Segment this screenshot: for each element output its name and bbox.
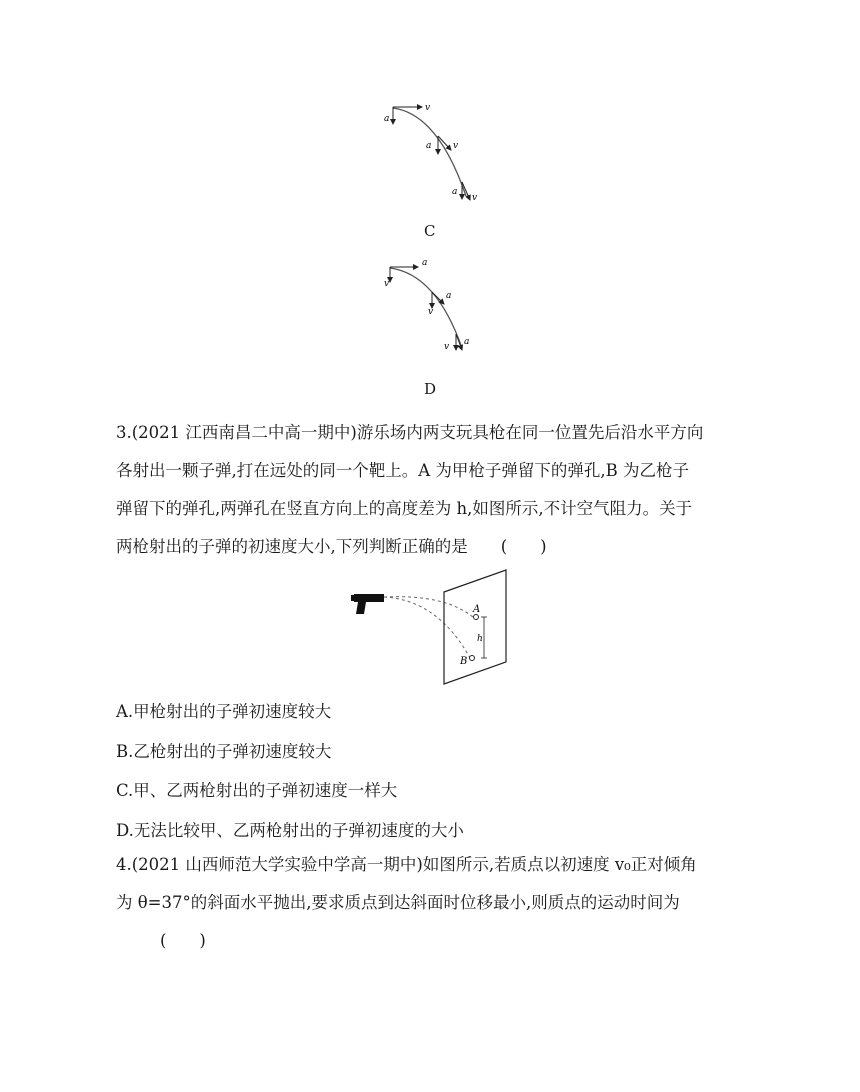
gun-target-diagram: [346, 566, 516, 688]
q3-line-1: 3.(2021 江西南昌二中高一期中)游乐场内两支玩具枪在同一位置先后沿水平方向: [116, 423, 704, 442]
d-label-v2: v: [428, 307, 434, 317]
figure-d-diagram: [378, 256, 488, 356]
q4-line-3: ( ): [160, 931, 206, 950]
q3-option-d: D.无法比较甲、乙两枪射出的子弹初速度的大小: [116, 821, 464, 840]
hole-b-label: B: [460, 656, 468, 667]
figure-c-diagram: [378, 96, 488, 208]
question-3-text: [116, 414, 756, 566]
c-label-v3: v: [472, 193, 478, 203]
toy-gun-icon: [354, 594, 384, 614]
c-label-a1: a: [384, 114, 390, 124]
question-4-text: [116, 846, 756, 960]
q4-line-1: 4.(2021 山西师范大学实验中学高一期中)如图所示,若质点以初速度 v₀正对倾角: [116, 855, 697, 874]
q3-line-4: 两枪射出的子弹的初速度大小,下列判断正确的是 ( ): [116, 537, 547, 556]
q3-line-3: 弹留下的弹孔,两弹孔在竖直方向上的高度差为 h,如图所示,不计空气阻力。关于: [116, 499, 693, 518]
c-label-a3: a: [452, 187, 458, 197]
c-label-v1: v: [425, 103, 431, 113]
c-label-a2: a: [426, 141, 432, 151]
c-label-v2: v: [453, 141, 459, 151]
d-label-v3: v: [444, 342, 450, 352]
figure-d-caption: D: [424, 380, 437, 398]
height-h-label: h: [477, 634, 483, 644]
d-label-v1: v: [384, 279, 390, 289]
q3-line-2: 各射出一颗子弹,打在远处的同一个靶上。A 为甲枪子弹留下的弹孔,B 为乙枪子: [116, 461, 690, 480]
hole-a-label: A: [473, 604, 481, 615]
d-label-a1: a: [422, 258, 428, 268]
figure-c-caption: C: [424, 222, 436, 240]
q3-option-b: B.乙枪射出的子弹初速度较大: [116, 742, 332, 761]
d-label-a2: a: [446, 291, 452, 301]
q3-option-c: C.甲、乙两枪射出的子弹初速度一样大: [116, 781, 398, 800]
q3-option-a: A.甲枪射出的子弹初速度较大: [116, 702, 332, 721]
q4-line-2: 为 θ=37°的斜面水平抛出,要求质点到达斜面时位移最小,则质点的运动时间为: [116, 893, 680, 912]
d-label-a3: a: [464, 337, 470, 347]
